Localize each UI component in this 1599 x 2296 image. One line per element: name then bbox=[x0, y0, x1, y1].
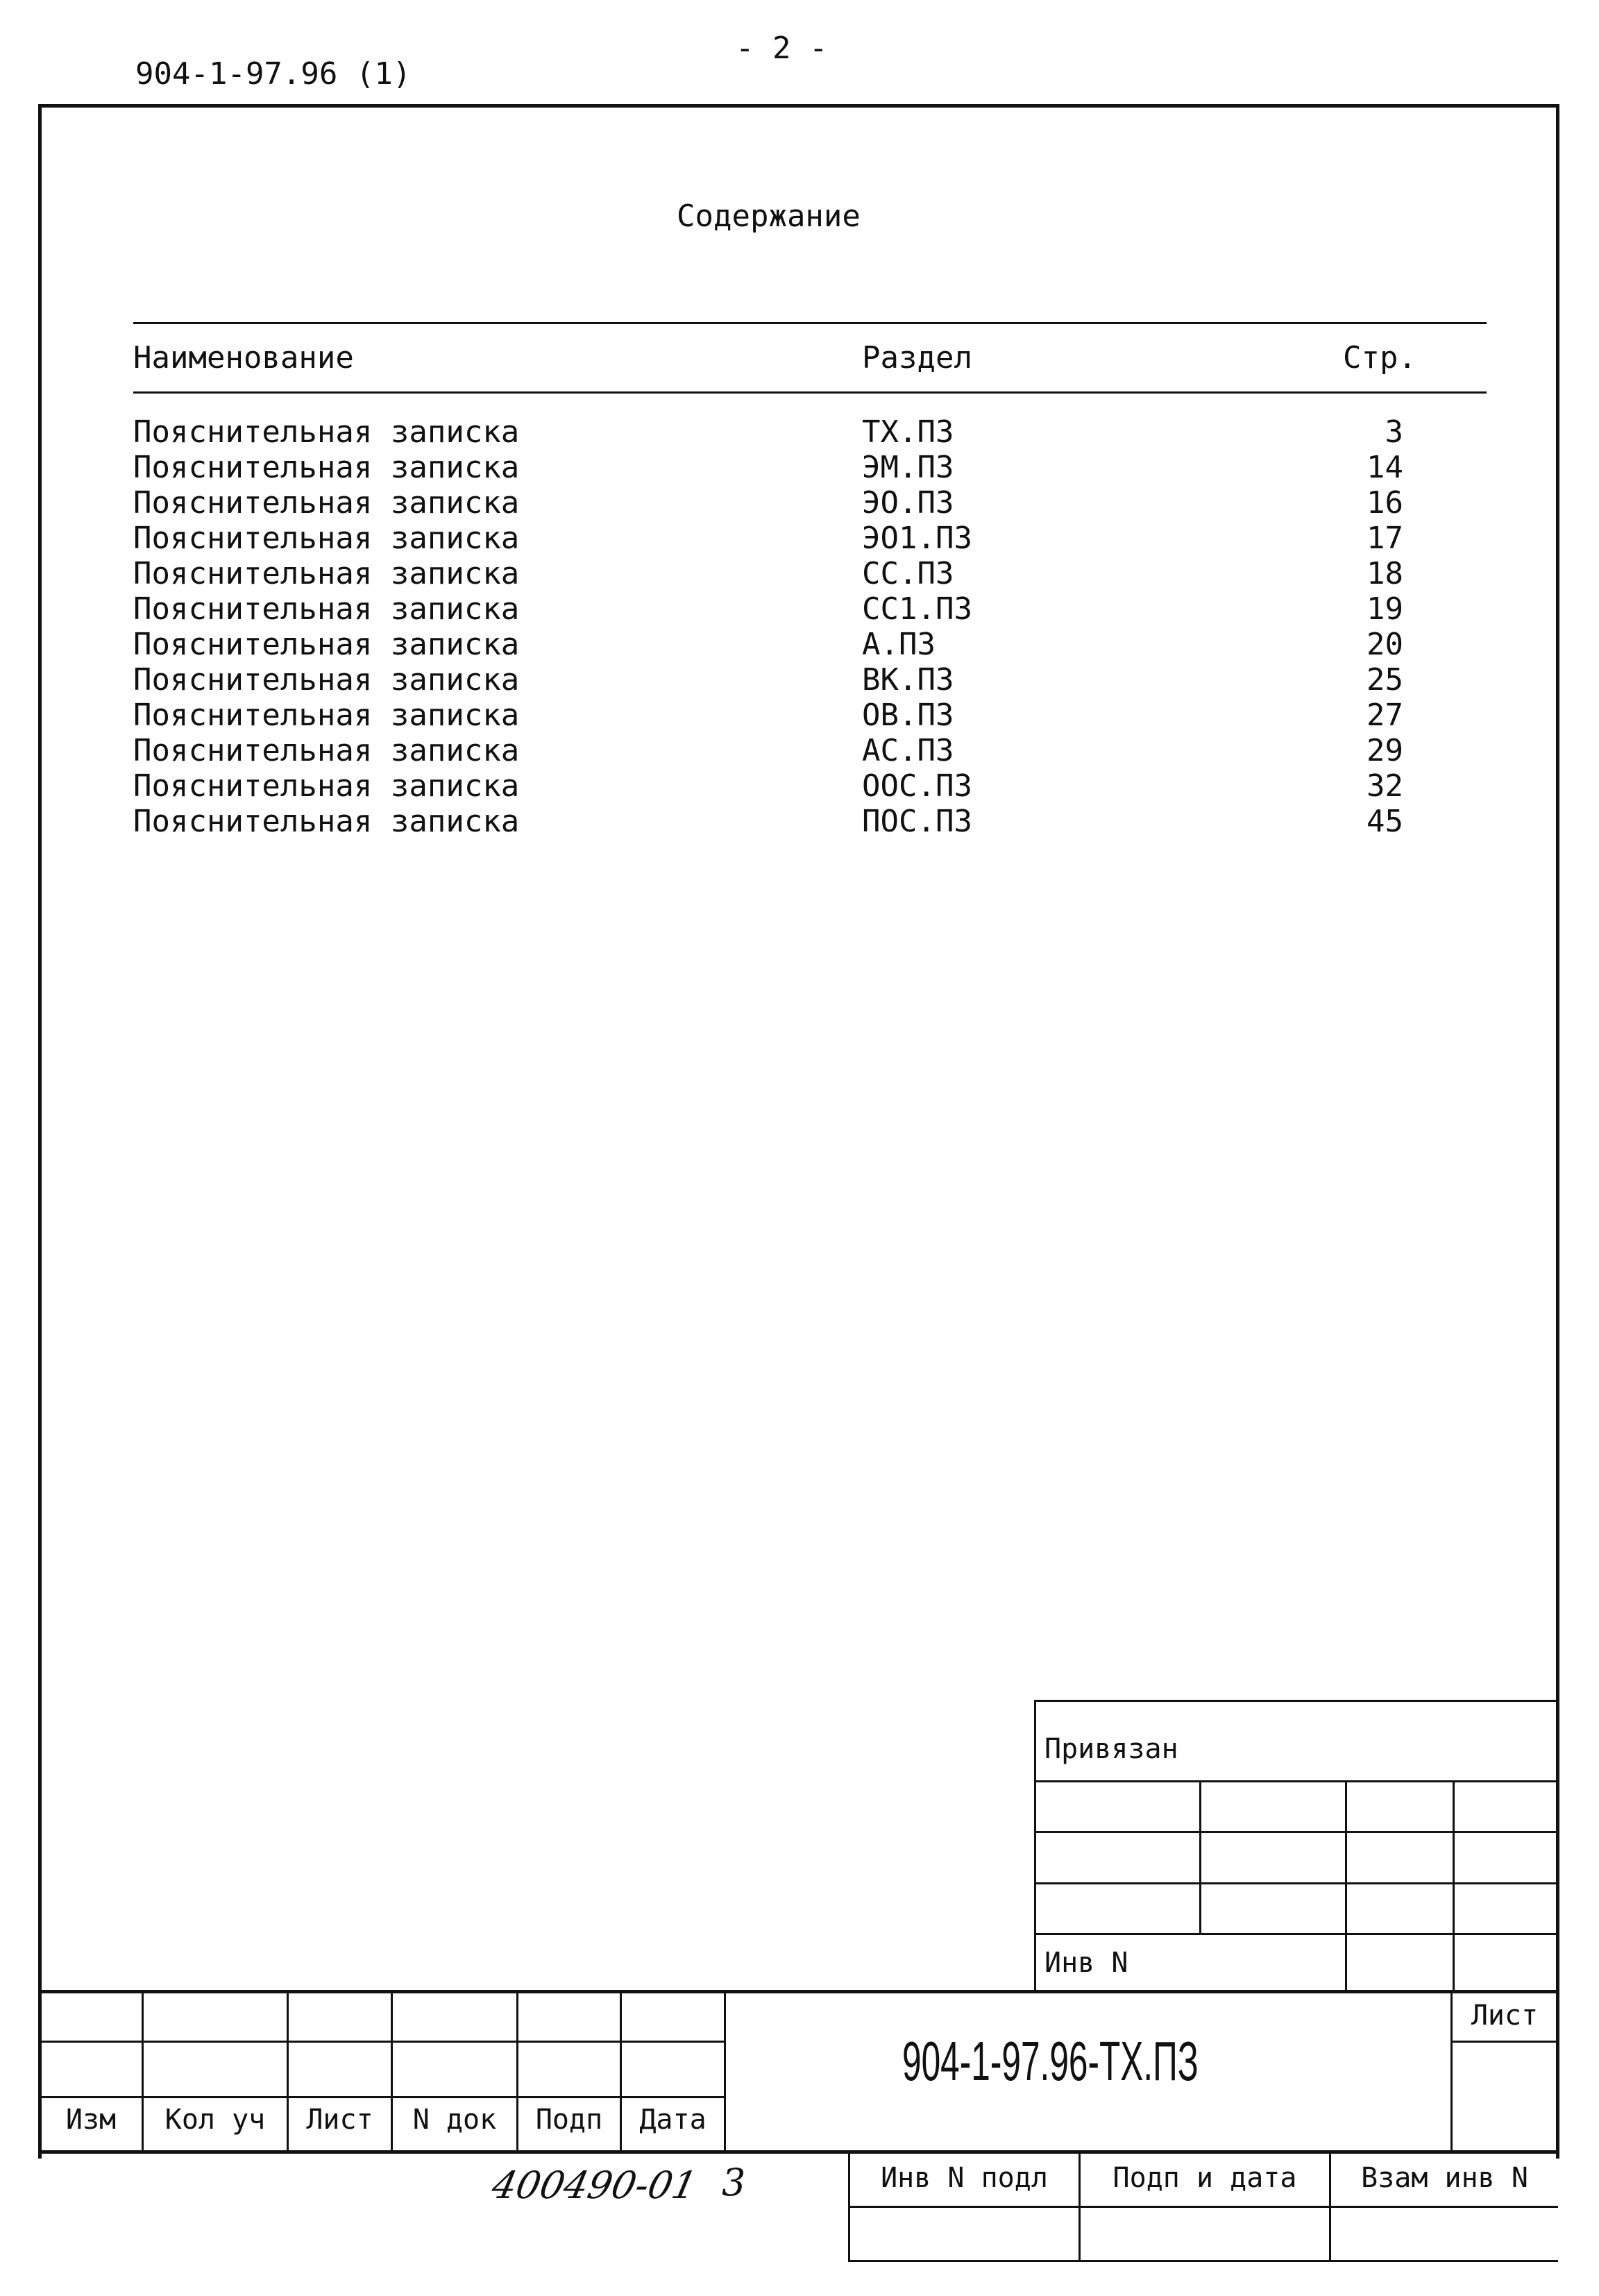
inv-n-label: Инв N bbox=[1044, 1947, 1128, 1979]
toc-header-rule bbox=[133, 391, 1487, 394]
toc-row bbox=[132, 804, 1402, 840]
toc-row-page: 18 bbox=[1367, 556, 1403, 591]
toc-row-name: Пояснительная записка bbox=[133, 627, 520, 662]
toc-row-name: Пояснительная записка bbox=[133, 768, 520, 804]
toc-row-name: Пояснительная записка bbox=[133, 414, 520, 450]
toc-row-section: А.ПЗ bbox=[862, 627, 936, 662]
toc-title: Содержание bbox=[677, 199, 861, 234]
stamp-col-podp: Подп bbox=[535, 2104, 603, 2136]
toc-row-page: 3 bbox=[1385, 414, 1403, 450]
toc-row-section: ЭО.ПЗ bbox=[862, 485, 954, 521]
toc-row bbox=[132, 768, 1402, 804]
inv-n-podl-label: Инв N подл bbox=[881, 2162, 1048, 2194]
toc-row bbox=[132, 414, 1402, 450]
stamp-col-kol-uch: Кол уч bbox=[164, 2104, 266, 2136]
col-header-page: Стр. bbox=[1343, 340, 1416, 375]
toc-row-page: 45 bbox=[1367, 804, 1403, 839]
toc-row-page: 29 bbox=[1367, 733, 1403, 768]
toc-row-section: ТХ.ПЗ bbox=[862, 414, 954, 450]
stamp-col-list: Лист bbox=[306, 2104, 373, 2136]
vzam-inv-n-label: Взам инв N bbox=[1361, 2162, 1528, 2194]
toc-top-rule bbox=[133, 322, 1487, 324]
toc-row bbox=[132, 733, 1402, 769]
toc-row-page: 27 bbox=[1367, 698, 1403, 733]
toc-row bbox=[132, 698, 1402, 734]
toc-row-name: Пояснительная записка bbox=[133, 450, 520, 485]
toc-row bbox=[132, 662, 1402, 698]
toc-row-page: 20 bbox=[1367, 627, 1403, 662]
toc-row-name: Пояснительная записка bbox=[133, 733, 520, 768]
podp-i-data-label: Подп и дата bbox=[1112, 2162, 1297, 2194]
toc-row-page: 14 bbox=[1367, 450, 1403, 485]
document-code: 904-1-97.96 (1) bbox=[135, 56, 412, 92]
toc-row-page: 32 bbox=[1367, 768, 1403, 804]
stamp-col-izm: Изм bbox=[65, 2104, 117, 2136]
handwritten-sheet-number: 3 bbox=[722, 2161, 746, 2204]
page-number: - 2 - bbox=[736, 31, 828, 66]
toc-row-name: Пояснительная записка bbox=[133, 698, 520, 733]
toc-row-page: 17 bbox=[1367, 521, 1403, 556]
toc-row-page: 19 bbox=[1367, 591, 1403, 627]
toc-row-page: 25 bbox=[1367, 662, 1403, 698]
toc-row-section: ВК.ПЗ bbox=[862, 662, 954, 698]
toc-row bbox=[132, 627, 1402, 663]
toc-row bbox=[132, 591, 1402, 627]
toc-row-name: Пояснительная записка bbox=[133, 662, 520, 698]
toc-row-section: ЭО1.ПЗ bbox=[862, 521, 972, 556]
toc-row-section: АС.ПЗ bbox=[862, 733, 954, 768]
col-header-name: Наименование bbox=[133, 340, 354, 375]
privyazan-label: Привязан bbox=[1044, 1733, 1178, 1765]
toc-row-name: Пояснительная записка bbox=[133, 556, 520, 591]
toc-row-page: 16 bbox=[1367, 485, 1403, 521]
drawing-designation: 904-1-97.96-ТХ.ПЗ bbox=[902, 2030, 1199, 2092]
toc-row bbox=[132, 521, 1402, 557]
toc-row bbox=[132, 450, 1402, 486]
toc-row-section: ЭМ.ПЗ bbox=[862, 450, 954, 485]
toc-row-section: СС.ПЗ bbox=[862, 556, 954, 591]
toc-row-name: Пояснительная записка bbox=[133, 804, 520, 839]
toc-row-section: ПОС.ПЗ bbox=[862, 804, 972, 839]
toc-row-section: ОВ.ПЗ bbox=[862, 698, 954, 733]
toc-row-name: Пояснительная записка bbox=[133, 485, 520, 521]
col-header-section: Раздел bbox=[862, 340, 972, 375]
toc-row-section: ООС.ПЗ bbox=[862, 768, 972, 804]
toc-row bbox=[132, 485, 1402, 521]
toc-row bbox=[132, 556, 1402, 592]
sheet-label: Лист bbox=[1471, 2000, 1539, 2032]
stamp-col-n-dok: N док bbox=[412, 2104, 497, 2136]
toc-row-section: СС1.ПЗ bbox=[862, 591, 972, 627]
toc-row-name: Пояснительная записка bbox=[133, 591, 520, 627]
toc-row-name: Пояснительная записка bbox=[133, 521, 520, 556]
handwritten-archive-number: 400490-01 bbox=[488, 2163, 701, 2207]
stamp-col-data: Дата bbox=[639, 2104, 707, 2136]
